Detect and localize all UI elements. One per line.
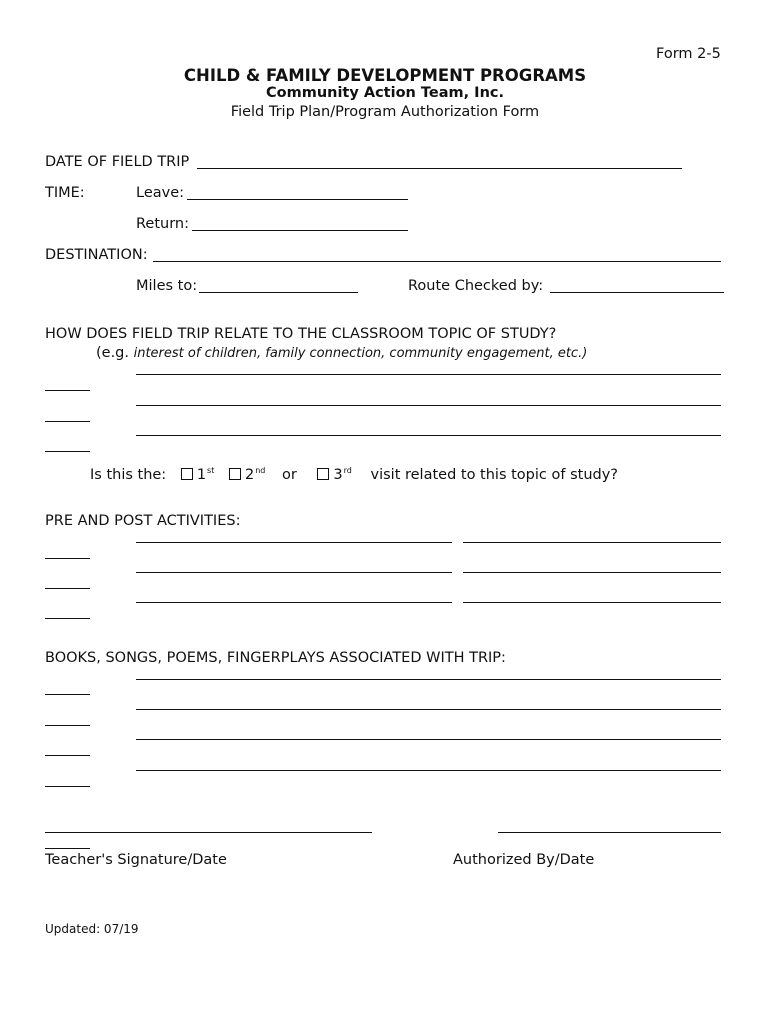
time-label: TIME: <box>45 185 85 201</box>
books-answer-line[interactable] <box>136 739 721 740</box>
activity-check-line[interactable] <box>45 558 90 559</box>
miles-field-line[interactable] <box>199 292 358 293</box>
checkbox-first[interactable] <box>181 468 193 480</box>
books-answer-line[interactable] <box>136 770 721 771</box>
page-title: CHILD & FAMILY DEVELOPMENT PROGRAMS <box>183 66 587 85</box>
route-label: Route Checked by: <box>408 278 544 294</box>
authorized-signature-line[interactable] <box>498 832 721 833</box>
activity-check-line[interactable] <box>45 618 90 619</box>
leave-field-line[interactable] <box>187 199 408 200</box>
organization-name: Community Action Team, Inc. <box>266 85 504 101</box>
books-heading: BOOKS, SONGS, POEMS, FINGERPLAYS ASSOCIATED WITH TRIP: <box>45 650 506 666</box>
return-field-line[interactable] <box>192 230 408 231</box>
date-field-line[interactable] <box>197 168 682 169</box>
checkbox-second[interactable] <box>229 468 241 480</box>
destination-label: DESTINATION: <box>45 247 148 263</box>
relate-example-text: interest of children, family connection, community engagement, etc.) <box>133 346 588 361</box>
updated-date: Updated: 07/19 <box>45 922 139 936</box>
relate-check-line[interactable] <box>45 451 90 452</box>
books-check-line[interactable] <box>45 694 90 695</box>
visit-first-option[interactable]: 1st <box>181 467 215 483</box>
books-check-line[interactable] <box>45 725 90 726</box>
visit-second-option[interactable]: 2nd <box>229 467 265 483</box>
route-field-line[interactable] <box>550 292 724 293</box>
activity-check-line[interactable] <box>45 588 90 589</box>
post-activity-line[interactable] <box>463 542 721 543</box>
visit-or: or <box>281 467 297 483</box>
checkbox-third[interactable] <box>317 468 329 480</box>
leave-label: Leave: <box>136 185 185 201</box>
form-name: Field Trip Plan/Program Authorization Form <box>230 104 540 120</box>
relate-question: HOW DOES FIELD TRIP RELATE TO THE CLASSROOM TOPIC OF STUDY? <box>45 326 557 342</box>
pre-activity-line[interactable] <box>136 602 452 603</box>
teacher-signature-underline <box>45 848 90 849</box>
date-label: DATE OF FIELD TRIP <box>45 154 190 170</box>
relate-example-prefix: (e.g. <box>96 345 134 361</box>
visit-question <box>90 466 618 483</box>
miles-label: Miles to: <box>136 278 198 294</box>
books-answer-line[interactable] <box>136 679 721 680</box>
relate-check-line[interactable] <box>45 421 90 422</box>
relate-example <box>96 345 587 361</box>
relate-check-line[interactable] <box>45 390 90 391</box>
relate-answer-line[interactable] <box>136 374 721 375</box>
post-activity-line[interactable] <box>463 572 721 573</box>
books-check-line[interactable] <box>45 786 90 787</box>
books-check-line[interactable] <box>45 755 90 756</box>
pre-post-heading: PRE AND POST ACTIVITIES: <box>45 513 241 529</box>
return-label: Return: <box>136 216 190 232</box>
relate-answer-line[interactable] <box>136 435 721 436</box>
visit-prefix: Is this the: <box>90 467 167 483</box>
authorized-signature-label: Authorized By/Date <box>453 852 595 868</box>
form-number: Form 2-5 <box>656 46 721 62</box>
teacher-signature-label: Teacher's Signature/Date <box>45 852 227 868</box>
books-answer-line[interactable] <box>136 709 721 710</box>
visit-suffix: visit related to this topic of study? <box>370 467 618 483</box>
pre-activity-line[interactable] <box>136 542 452 543</box>
teacher-signature-line[interactable] <box>45 832 372 833</box>
destination-field-line[interactable] <box>153 261 721 262</box>
pre-activity-line[interactable] <box>136 572 452 573</box>
relate-answer-line[interactable] <box>136 405 721 406</box>
visit-third-option[interactable]: 3rd <box>317 467 351 483</box>
post-activity-line[interactable] <box>463 602 721 603</box>
